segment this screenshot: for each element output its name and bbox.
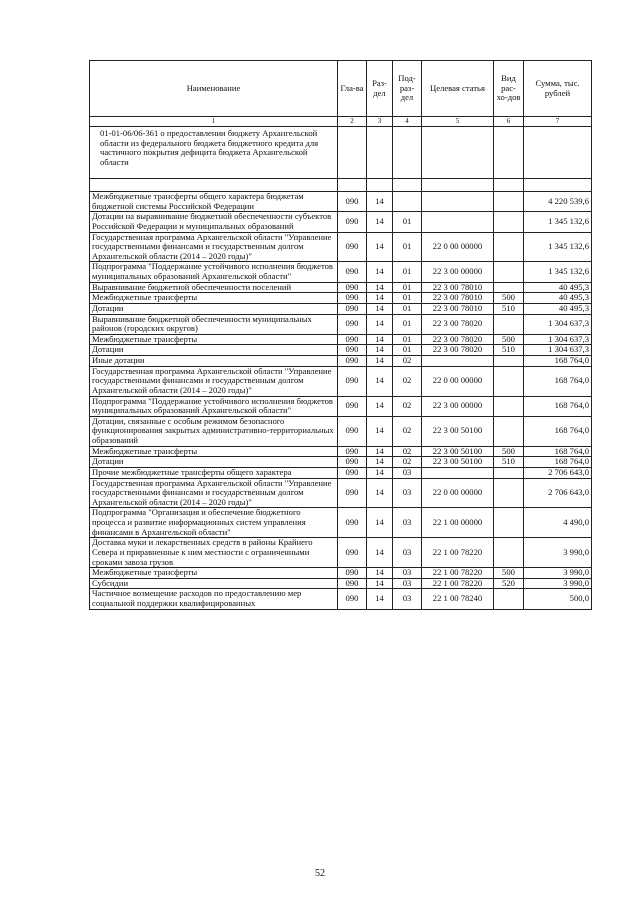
header-podrazdel: Под-раз-дел — [393, 61, 422, 117]
table-row — [90, 467, 592, 478]
intro-row — [90, 127, 592, 179]
table-row — [90, 589, 592, 609]
row-vid-rashodov: 500 — [494, 568, 524, 579]
row-razdel: 14 — [367, 457, 393, 468]
row-summa: 40 495,3 — [524, 303, 592, 314]
row-razdel: 14 — [367, 578, 393, 589]
row-vid-rashodov — [494, 396, 524, 416]
row-name: Прочие межбюджетные трансферты общего характера — [90, 467, 338, 478]
table-row — [90, 568, 592, 579]
row-celevaya-statya: 22 3 00 00000 — [422, 262, 494, 282]
row-summa: 3 990,0 — [524, 568, 592, 579]
column-number: 1 — [90, 117, 338, 127]
column-number: 2 — [338, 117, 367, 127]
row-razdel: 14 — [367, 282, 393, 293]
row-razdel: 14 — [367, 446, 393, 457]
row-razdel: 14 — [367, 478, 393, 508]
row-podrazdel: 03 — [393, 578, 422, 589]
header-glava: Гла-ва — [338, 61, 367, 117]
row-glava: 090 — [338, 232, 367, 262]
row-celevaya-statya: 22 3 00 78010 — [422, 282, 494, 293]
row-vid-rashodov — [494, 589, 524, 609]
row-summa: 3 990,0 — [524, 538, 592, 568]
table-row — [90, 314, 592, 334]
row-name: Дотации — [90, 457, 338, 468]
table-row — [90, 212, 592, 232]
row-podrazdel: 02 — [393, 396, 422, 416]
row-razdel: 14 — [367, 356, 393, 367]
row-podrazdel: 01 — [393, 212, 422, 232]
row-name: Межбюджетные трансферты — [90, 293, 338, 304]
table-row — [90, 262, 592, 282]
row-razdel: 14 — [367, 568, 393, 579]
table-row — [90, 334, 592, 345]
row-name: Подпрограмма "Поддержание устойчивого исполнения бюджетов муниципальных образований Архангельской области" — [90, 262, 338, 282]
row-vid-rashodov — [494, 508, 524, 538]
row-podrazdel: 01 — [393, 345, 422, 356]
row-name: Частичное возмещение расходов по предоставлению мер социальной поддержки квалифицированных — [90, 589, 338, 609]
row-summa: 1 304 637,3 — [524, 314, 592, 334]
row-razdel: 14 — [367, 262, 393, 282]
row-vid-rashodov: 500 — [494, 334, 524, 345]
table-row — [90, 578, 592, 589]
row-celevaya-statya: 22 0 00 00000 — [422, 478, 494, 508]
row-podrazdel: 02 — [393, 356, 422, 367]
table-row — [90, 356, 592, 367]
row-glava: 090 — [338, 262, 367, 282]
table-row — [90, 345, 592, 356]
row-vid-rashodov — [494, 314, 524, 334]
row-name: Подпрограмма "Организация и обеспечение бюджетного процесса и развитие информационных систем управления финансами в Архангельской области" — [90, 508, 338, 538]
row-celevaya-statya: 22 1 00 00000 — [422, 508, 494, 538]
row-podrazdel: 02 — [393, 366, 422, 396]
row-summa: 1 345 132,6 — [524, 212, 592, 232]
column-number: 7 — [524, 117, 592, 127]
row-podrazdel: 03 — [393, 467, 422, 478]
row-celevaya-statya: 22 3 00 50100 — [422, 446, 494, 457]
row-celevaya-statya: 22 3 00 78020 — [422, 314, 494, 334]
row-glava: 090 — [338, 589, 367, 609]
row-razdel: 14 — [367, 314, 393, 334]
row-podrazdel: 03 — [393, 538, 422, 568]
table-row — [90, 192, 592, 212]
row-name: Межбюджетные трансферты — [90, 446, 338, 457]
column-number: 6 — [494, 117, 524, 127]
row-podrazdel: 01 — [393, 262, 422, 282]
row-podrazdel: 03 — [393, 478, 422, 508]
row-glava: 090 — [338, 366, 367, 396]
row-razdel: 14 — [367, 303, 393, 314]
row-celevaya-statya: 22 3 00 78010 — [422, 293, 494, 304]
row-summa: 40 495,3 — [524, 282, 592, 293]
row-glava: 090 — [338, 578, 367, 589]
row-glava: 090 — [338, 446, 367, 457]
row-name: Государственная программа Архангельской области "Управление государственными финансами и государственным долгом Архангельской области (2014 – 2020 годы)" — [90, 478, 338, 508]
row-summa: 1 345 132,6 — [524, 262, 592, 282]
row-name: Доставка муки и лекарственных средств в районы Крайнего Севера и приравненные к ним местности с ограниченными сроками завоза грузов — [90, 538, 338, 568]
column-number-row — [90, 117, 592, 127]
budget-table-body — [90, 61, 592, 610]
row-glava: 090 — [338, 568, 367, 579]
row-glava: 090 — [338, 467, 367, 478]
row-glava: 090 — [338, 478, 367, 508]
row-vid-rashodov — [494, 212, 524, 232]
row-summa: 4 490,0 — [524, 508, 592, 538]
row-celevaya-statya: 22 1 00 78240 — [422, 589, 494, 609]
row-podrazdel: 03 — [393, 508, 422, 538]
table-row — [90, 232, 592, 262]
row-glava: 090 — [338, 293, 367, 304]
row-razdel: 14 — [367, 538, 393, 568]
row-celevaya-statya: 22 3 00 50100 — [422, 457, 494, 468]
row-glava: 090 — [338, 314, 367, 334]
row-celevaya-statya: 22 0 00 00000 — [422, 232, 494, 262]
row-name: Межбюджетные трансферты — [90, 568, 338, 579]
row-glava: 090 — [338, 396, 367, 416]
row-summa: 40 495,3 — [524, 293, 592, 304]
row-razdel: 14 — [367, 508, 393, 538]
row-vid-rashodov — [494, 478, 524, 508]
row-summa: 168 764,0 — [524, 457, 592, 468]
budget-table — [89, 60, 592, 610]
row-celevaya-statya: 22 3 00 78020 — [422, 345, 494, 356]
header-name: Наименование — [90, 61, 338, 117]
row-vid-rashodov: 510 — [494, 345, 524, 356]
row-name: Дотации, связанные с особым режимом безопасного функционирования закрытых административно-территориальных образований — [90, 416, 338, 446]
row-glava: 090 — [338, 282, 367, 293]
column-number: 4 — [393, 117, 422, 127]
row-glava: 090 — [338, 334, 367, 345]
row-vid-rashodov — [494, 467, 524, 478]
row-vid-rashodov: 500 — [494, 446, 524, 457]
row-celevaya-statya — [422, 467, 494, 478]
row-razdel: 14 — [367, 192, 393, 212]
row-celevaya-statya: 22 1 00 78220 — [422, 578, 494, 589]
row-razdel: 14 — [367, 345, 393, 356]
row-podrazdel: 01 — [393, 282, 422, 293]
row-vid-rashodov: 520 — [494, 578, 524, 589]
row-summa: 168 764,0 — [524, 416, 592, 446]
row-name: Межбюджетные трансферты — [90, 334, 338, 345]
row-name: Иные дотации — [90, 356, 338, 367]
row-vid-rashodov — [494, 192, 524, 212]
row-name: Межбюджетные трансферты общего характера бюджетам бюджетной системы Российской Федерации — [90, 192, 338, 212]
row-podrazdel: 03 — [393, 589, 422, 609]
row-glava: 090 — [338, 508, 367, 538]
row-name: Государственная программа Архангельской области "Управление государственными финансами и государственным долгом Архангельской области (2014 – 2020 годы)" — [90, 232, 338, 262]
table-row — [90, 446, 592, 457]
row-celevaya-statya — [422, 356, 494, 367]
row-summa: 1 345 132,6 — [524, 232, 592, 262]
header-razdel: Раз-дел — [367, 61, 393, 117]
page-number: 52 — [315, 868, 325, 879]
table-row — [90, 457, 592, 468]
table-row — [90, 282, 592, 293]
row-celevaya-statya: 22 3 00 78020 — [422, 334, 494, 345]
row-glava: 090 — [338, 303, 367, 314]
row-summa: 168 764,0 — [524, 366, 592, 396]
row-name: Государственная программа Архангельской области "Управление государственными финансами и государственным долгом Архангельской области (2014 – 2020 годы)" — [90, 366, 338, 396]
row-celevaya-statya — [422, 192, 494, 212]
row-celevaya-statya: 22 3 00 00000 — [422, 396, 494, 416]
row-vid-rashodov — [494, 366, 524, 396]
table-row — [90, 508, 592, 538]
header-summa: Сумма, тыс. рублей — [524, 61, 592, 117]
row-vid-rashodov — [494, 232, 524, 262]
row-summa: 4 220 539,6 — [524, 192, 592, 212]
row-summa: 168 764,0 — [524, 446, 592, 457]
row-podrazdel: 01 — [393, 293, 422, 304]
header-celevaya-statya: Целевая статья — [422, 61, 494, 117]
header-vid-rashodov: Вид рас-хо-дов — [494, 61, 524, 117]
row-name: Субсидии — [90, 578, 338, 589]
table-row — [90, 538, 592, 568]
row-razdel: 14 — [367, 293, 393, 304]
row-podrazdel: 01 — [393, 334, 422, 345]
row-summa: 500,0 — [524, 589, 592, 609]
row-vid-rashodov: 510 — [494, 303, 524, 314]
row-vid-rashodov — [494, 282, 524, 293]
row-celevaya-statya: 22 1 00 78220 — [422, 568, 494, 579]
row-razdel: 14 — [367, 416, 393, 446]
row-vid-rashodov — [494, 356, 524, 367]
table-row — [90, 366, 592, 396]
row-glava: 090 — [338, 416, 367, 446]
row-glava: 090 — [338, 212, 367, 232]
row-podrazdel — [393, 192, 422, 212]
row-podrazdel: 03 — [393, 568, 422, 579]
column-number: 5 — [422, 117, 494, 127]
row-glava: 090 — [338, 345, 367, 356]
row-name: Выравнивание бюджетной обеспеченности поселений — [90, 282, 338, 293]
table-header-row — [90, 61, 592, 117]
row-summa: 168 764,0 — [524, 396, 592, 416]
table-row — [90, 293, 592, 304]
table-row — [90, 478, 592, 508]
row-vid-rashodov — [494, 538, 524, 568]
row-celevaya-statya: 22 1 00 78220 — [422, 538, 494, 568]
row-celevaya-statya: 22 3 00 78010 — [422, 303, 494, 314]
row-celevaya-statya: 22 3 00 50100 — [422, 416, 494, 446]
row-razdel: 14 — [367, 589, 393, 609]
intro-cell — [90, 127, 338, 179]
row-glava: 090 — [338, 538, 367, 568]
row-vid-rashodov — [494, 262, 524, 282]
row-summa: 1 304 637,3 — [524, 334, 592, 345]
row-podrazdel: 01 — [393, 303, 422, 314]
row-name: Дотации — [90, 345, 338, 356]
column-number: 3 — [367, 117, 393, 127]
table-row — [90, 396, 592, 416]
row-podrazdel: 01 — [393, 232, 422, 262]
row-podrazdel: 01 — [393, 314, 422, 334]
row-vid-rashodov: 500 — [494, 293, 524, 304]
row-glava: 090 — [338, 457, 367, 468]
row-razdel: 14 — [367, 334, 393, 345]
table-row — [90, 416, 592, 446]
intro-text: 01-01-06/06-361 о предоставлении бюджету Архангельской области из федерального бюджета бюджетного кредита для частичного покрытия дефицита бюджета Архангельской области — [100, 128, 319, 167]
row-summa: 168 764,0 — [524, 356, 592, 367]
row-name: Дотации на выравнивание бюджетной обеспеченности субъектов Российской Федерации и муниципальных образований — [90, 212, 338, 232]
spacer-row — [90, 179, 592, 192]
row-summa: 3 990,0 — [524, 578, 592, 589]
row-vid-rashodov: 510 — [494, 457, 524, 468]
row-summa: 2 706 643,0 — [524, 467, 592, 478]
row-razdel: 14 — [367, 396, 393, 416]
row-name: Дотации — [90, 303, 338, 314]
row-glava: 090 — [338, 192, 367, 212]
row-summa: 1 304 637,3 — [524, 345, 592, 356]
row-podrazdel: 02 — [393, 446, 422, 457]
row-razdel: 14 — [367, 467, 393, 478]
row-razdel: 14 — [367, 212, 393, 232]
row-summa: 2 706 643,0 — [524, 478, 592, 508]
row-celevaya-statya: 22 0 00 00000 — [422, 366, 494, 396]
row-vid-rashodov — [494, 416, 524, 446]
row-podrazdel: 02 — [393, 416, 422, 446]
table-row — [90, 303, 592, 314]
row-name: Выравнивание бюджетной обеспеченности муниципальных районов (городских округов) — [90, 314, 338, 334]
row-razdel: 14 — [367, 366, 393, 396]
row-name: Подпрограмма "Поддержание устойчивого исполнения бюджетов муниципальных образований Архангельской области" — [90, 396, 338, 416]
row-celevaya-statya — [422, 212, 494, 232]
row-razdel: 14 — [367, 232, 393, 262]
row-glava: 090 — [338, 356, 367, 367]
row-podrazdel: 02 — [393, 457, 422, 468]
